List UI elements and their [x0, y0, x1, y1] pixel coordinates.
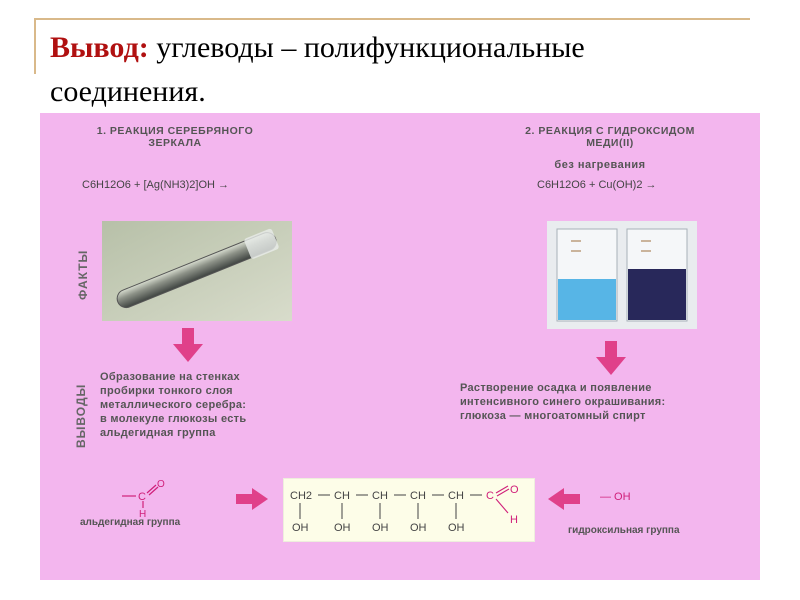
svg-text:CH: CH: [448, 490, 464, 502]
reaction2-header: [475, 125, 745, 149]
silver-mirror-test-tube: [102, 221, 292, 321]
svg-text:C: C: [138, 491, 146, 503]
reaction1-conclusion-line: Образование на стенках: [100, 371, 240, 383]
reaction1-conclusion-line: в молекуле глюкозы есть: [100, 413, 247, 425]
reaction2-conclusion-line: интенсивного синего окрашивания:: [460, 396, 666, 408]
svg-text:OH: OH: [410, 522, 427, 534]
hydroxyl-group-label: гидроксильная группа: [568, 525, 680, 536]
title-top-rule: [35, 18, 750, 20]
arrow-right: [236, 488, 268, 510]
svg-text:CH2: CH2: [290, 490, 313, 502]
reaction1-conclusion: [100, 370, 246, 440]
reaction2-conclusion-line: глюкоза — многоатомный спирт: [460, 410, 646, 422]
reaction1-header-line1: 1. РЕАКЦИЯ СЕРЕБРЯНОГО: [96, 125, 254, 137]
reaction1-header-line2: ЗЕРКАЛА: [148, 137, 202, 149]
svg-text:OH: OH: [372, 522, 389, 534]
title-line1: углеводы – полифункциональные: [148, 31, 585, 64]
aldehyde-group-label: альдегидная группа: [80, 517, 181, 528]
arrow-down-1: [173, 328, 203, 362]
title-keyword: Вывод:: [50, 31, 149, 64]
svg-text:OH: OH: [448, 522, 465, 534]
conclusions-label: ВЫВОДЫ: [74, 383, 88, 448]
copper-hydroxide-beakers: [547, 221, 697, 329]
reaction1-formula: C6H12O6 + [Ag(NH3)2]OH →: [82, 179, 230, 191]
reaction2-subheader: без нагревания: [554, 159, 646, 171]
svg-text:CH: CH: [372, 490, 388, 502]
content-panel: [40, 113, 760, 580]
reaction1-header: [70, 125, 280, 149]
reaction2-header-line1: 2. РЕАКЦИЯ С ГИДРОКСИДОМ: [525, 125, 695, 137]
arrow-down-2: [596, 341, 626, 375]
reaction1-conclusion-line: пробирки тонкого слоя: [100, 385, 233, 397]
title-line2: соединения.: [50, 75, 206, 108]
svg-text:C: C: [486, 490, 494, 502]
reaction2-conclusion-line: Растворение осадка и появление: [460, 382, 652, 394]
svg-text:OH: OH: [292, 522, 309, 534]
slide-title: [50, 26, 790, 114]
reaction1-conclusion-line: альдегидная группа: [100, 427, 216, 439]
aldehyde-h: H: [139, 509, 147, 518]
arrow-left: [548, 488, 580, 510]
title-left-rule: [34, 18, 36, 74]
svg-text:H: H: [510, 514, 518, 526]
aldehyde-group-fragment: [118, 478, 178, 518]
reaction2-conclusion: [460, 381, 665, 423]
glucose-structure: [283, 478, 535, 542]
reaction2-formula: C6H12O6 + Cu(OH)2 →: [537, 179, 657, 191]
hydroxyl-group-fragment: — OH: [600, 491, 631, 503]
svg-text:O: O: [510, 484, 519, 496]
svg-text:OH: OH: [334, 522, 351, 534]
facts-label: ФАКТЫ: [76, 249, 90, 300]
svg-text:CH: CH: [410, 490, 426, 502]
aldehyde-o: O: [157, 479, 165, 490]
glucose-structure-drawing: [284, 479, 534, 541]
reaction2-header-line2: МЕДИ(II): [586, 137, 634, 149]
svg-text:CH: CH: [334, 490, 350, 502]
reaction1-conclusion-line: металлического серебра:: [100, 399, 247, 411]
